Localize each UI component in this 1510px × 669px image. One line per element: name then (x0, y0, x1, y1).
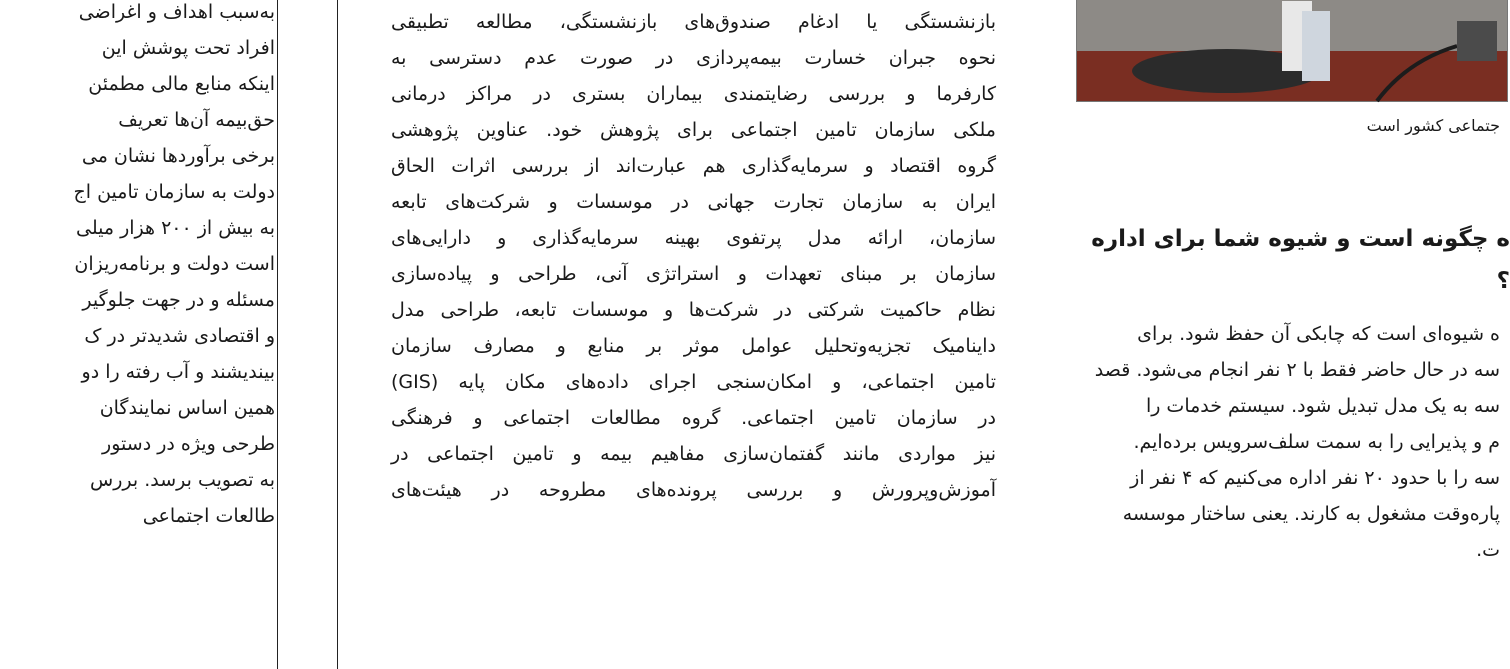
right-column (1036, 0, 1510, 669)
middle-line-11: تامین اجتماعی، و امکان‌سنجی اجرای داده‌های مکان پایه (GIS) (391, 371, 996, 393)
left-line-13: طرحی ویژه در دستور (102, 433, 275, 455)
interview-question (1091, 218, 1510, 302)
answer-line-5: سه را با حدود ۲۰ نفر اداره می‌کنیم که ۴ نفر از (1130, 467, 1500, 489)
left-line-1: به‌سبب اهداف و اغراضی (78, 1, 275, 23)
column-divider-middle (337, 0, 338, 669)
middle-line-5: گروه اقتصاد و سرمایه‌گذاری هم عبارت‌اند از بررسی اثرات الحاق (391, 155, 996, 177)
middle-line-3: کارفرما و بررسی رضایتمندی بیماران بستری در مراکز درمانی (391, 83, 996, 105)
left-line-15: طالعات اجتماعی (142, 505, 275, 527)
left-line-9: مسئله و در جهت جلوگیر (82, 289, 275, 311)
answer-line-2: سه در حال حاضر فقط با ۲ نفر انجام می‌شود. قصد (1094, 359, 1500, 381)
middle-line-6: ایران به سازمان تجارت جهانی در موسسات و شرکت‌های تابعه (391, 191, 996, 213)
photo-illustration (1077, 0, 1507, 101)
left-line-2: افراد تحت پوشش این (101, 37, 275, 59)
middle-line-10: داینامیک تجزیه‌وتحلیل عوامل موثر بر منابع و مصارف سازمان (391, 335, 996, 357)
left-line-8: است دولت و برنامه‌ریزان (74, 253, 275, 275)
middle-line-2: نحوه جبران خسارت بیمه‌پردازی در صورت عدم دسترسی به (391, 47, 996, 69)
left-line-4: حق‌بیمه آن‌ها تعریف (118, 109, 275, 131)
middle-line-7: سازمان، ارائه مدل پرتفوی بهینه سرمایه‌گذاری و دارایی‌های (391, 227, 996, 249)
middle-column (339, 0, 1036, 669)
middle-line-1: بازنشستگی یا ادغام صندوق‌های بازنشستگی، مطالعه تطبیقی (391, 11, 996, 33)
photo-caption: جتماعی کشور است (1366, 116, 1500, 135)
left-line-14: به تصویب برسد. بررس (90, 469, 275, 491)
answer-line-3: سه به یک مدل تبدیل شود. سیستم خدمات را (1145, 395, 1500, 417)
middle-line-9: نظام حاکمیت شرکتی در شرکت‌ها و موسسات تابعه، طراحی مدل (391, 299, 996, 321)
left-line-10: و اقتصادی شدیدتر در ک (84, 325, 275, 347)
left-line-5: برخی برآوردها نشان می (81, 145, 275, 167)
middle-line-8: سازمان بر مبنای تعهدات و استراتژی آنی، طراحی و پیاده‌سازی (391, 263, 996, 285)
middle-line-14: آموزش‌وپرورش و بررسی پرونده‌های مطروحه در هیئت‌های (391, 479, 996, 501)
answer-line-1: ه شیوه‌ای است که چابکی آن حفظ شود. برای (1137, 323, 1500, 345)
question-line-2: ؟ (1496, 268, 1510, 294)
article-photo (1076, 0, 1508, 102)
question-line-1: ه چگونه است و شیوه شما برای اداره (1091, 226, 1510, 252)
left-line-12: همین اساس نمایندگان (99, 397, 275, 419)
middle-line-13: نیز مواردی مانند گفتمان‌سازی مفاهیم بیمه و تامین اجتماعی در (391, 443, 996, 465)
middle-line-12: در سازمان تامین اجتماعی. گروه مطالعات اجتماعی و فرهنگی (391, 407, 996, 429)
left-column (0, 0, 275, 669)
left-line-3: اینکه منابع مالی مطمئن (88, 73, 275, 95)
answer-line-4: م و پذیرایی را به سمت سلف‌سرویس برده‌ایم. (1133, 431, 1500, 453)
answer-line-7: ت. (1476, 539, 1500, 561)
left-column-text (0, 0, 275, 534)
interview-answer (1060, 316, 1500, 568)
left-line-11: بیندیشند و آب رفته را دو (81, 361, 275, 383)
left-line-7: به بیش از ۲۰۰ هزار میلی (76, 217, 275, 239)
column-divider-left (277, 0, 278, 669)
middle-column-text (391, 4, 996, 508)
middle-line-4: ملکی سازمان تامین اجتماعی برای پژوهش خود. عناوین پژوهشی (391, 119, 996, 141)
left-line-6: دولت به سازمان تامین اج (73, 181, 275, 203)
answer-line-6: پاره‌وقت مشغول به کارند. یعنی ساختار موسسه (1122, 503, 1500, 525)
